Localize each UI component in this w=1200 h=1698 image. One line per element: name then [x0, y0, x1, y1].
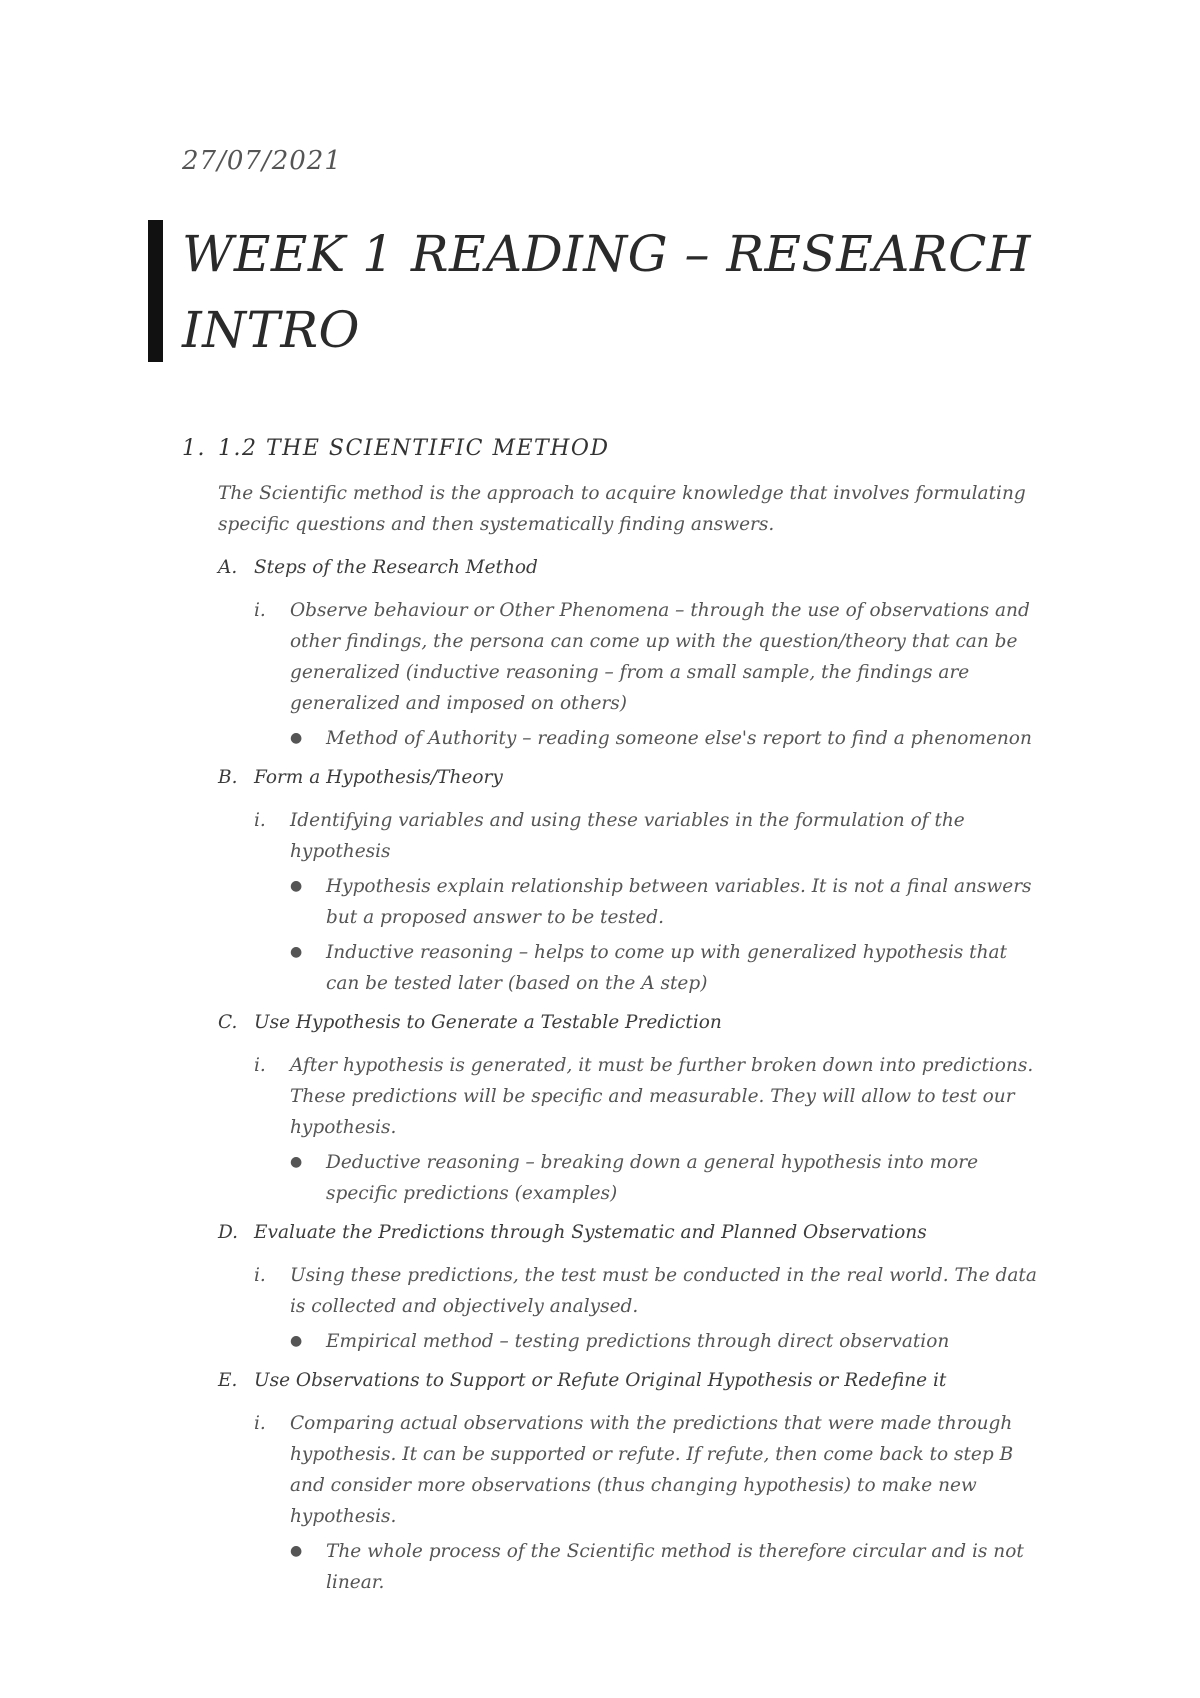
sub-text: After hypothesis is generated, it must be further broken down into predictions. These predictions will be specific and measurable. They will allow to test our hypothesis. — [290, 1055, 1034, 1138]
section-heading — [182, 436, 610, 461]
bullet-item — [290, 871, 1038, 933]
sub-marker: i. — [254, 1055, 266, 1076]
document-title: WEEK 1 READING – RESEARCH INTRO — [182, 225, 1031, 359]
section-number: 1. — [182, 436, 206, 461]
bullet-text: Method of Authority – reading someone else's report to find a phenomenon — [326, 728, 1032, 749]
step-title: Form a Hypothesis/Theory — [254, 767, 503, 788]
step-title: Use Observations to Support or Refute Original Hypothesis or Redefine it — [254, 1370, 947, 1391]
step-title: Evaluate the Predictions through Systematic and Planned Observations — [254, 1222, 927, 1243]
step-letter: E. — [218, 1370, 238, 1391]
sub-text: Identifying variables and using these variables in the formulation of the hypothesis — [290, 810, 965, 862]
sub-text: Using these predictions, the test must be conducted in the real world. The data is collected and objectively analysed. — [290, 1265, 1037, 1317]
bullet-item — [290, 937, 1038, 999]
step-heading — [218, 1007, 1038, 1038]
sub-item — [254, 595, 1038, 719]
step-heading — [218, 762, 1038, 793]
bullet-icon: ● — [290, 1543, 303, 1559]
sub-text: Comparing actual observations with the predictions that were made through hypothesis. It can be supported or refute. If refute, then come back to step B and consider more observations (thus changing hypothesis) to make new hypothesis. — [290, 1413, 1014, 1527]
bullet-icon: ● — [290, 878, 303, 894]
step-title: Use Hypothesis to Generate a Testable Prediction — [254, 1012, 722, 1033]
step-letter: A. — [218, 557, 238, 578]
step-heading — [218, 552, 1038, 583]
step-letter: B. — [218, 767, 238, 788]
sub-item — [254, 805, 1038, 867]
sub-marker: i. — [254, 600, 266, 621]
sub-item — [254, 1260, 1038, 1322]
sub-item — [254, 1408, 1038, 1532]
bullet-text: Hypothesis explain relationship between variables. It is not a final answers but a proposed answer to be tested. — [326, 876, 1032, 928]
step-title: Steps of the Research Method — [254, 557, 538, 578]
step-heading — [218, 1365, 1038, 1396]
bullet-text: Inductive reasoning – helps to come up with generalized hypothesis that can be tested later (based on the A step) — [326, 942, 1007, 994]
intro-paragraph: The Scientific method is the approach to acquire knowledge that involves formulating specific questions and then systematically finding answers. — [218, 483, 1026, 535]
bullet-text: Empirical method – testing predictions through direct observation — [326, 1331, 950, 1352]
bullet-icon: ● — [290, 1333, 303, 1349]
bullet-item — [290, 1536, 1038, 1598]
title-accent-bar — [148, 220, 163, 362]
bullet-icon: ● — [290, 944, 303, 960]
bullet-item — [290, 1326, 1038, 1357]
bullet-icon: ● — [290, 1154, 303, 1170]
section-title: 1.2 THE SCIENTIFIC METHOD — [218, 436, 610, 461]
section-body — [218, 478, 1038, 1598]
document-date: 27/07/2021 — [182, 146, 342, 176]
sub-item — [254, 1050, 1038, 1143]
bullet-item — [290, 723, 1038, 754]
sub-marker: i. — [254, 810, 266, 831]
sub-text: Observe behaviour or Other Phenomena – through the use of observations and other findings, the persona can come up with the question/theory that can be generalized (inductive reasoning – from a small sample, the findings are generalized and imposed on others) — [290, 600, 1030, 714]
bullet-text: The whole process of the Scientific method is therefore circular and is not linear. — [326, 1541, 1024, 1593]
bullet-icon: ● — [290, 730, 303, 746]
step-heading — [218, 1217, 1038, 1248]
step-letter: C. — [218, 1012, 238, 1033]
sub-marker: i. — [254, 1413, 266, 1434]
bullet-item — [290, 1147, 1038, 1209]
bullet-text: Deductive reasoning – breaking down a general hypothesis into more specific predictions (examples) — [326, 1152, 979, 1204]
sub-marker: i. — [254, 1265, 266, 1286]
step-letter: D. — [218, 1222, 239, 1243]
